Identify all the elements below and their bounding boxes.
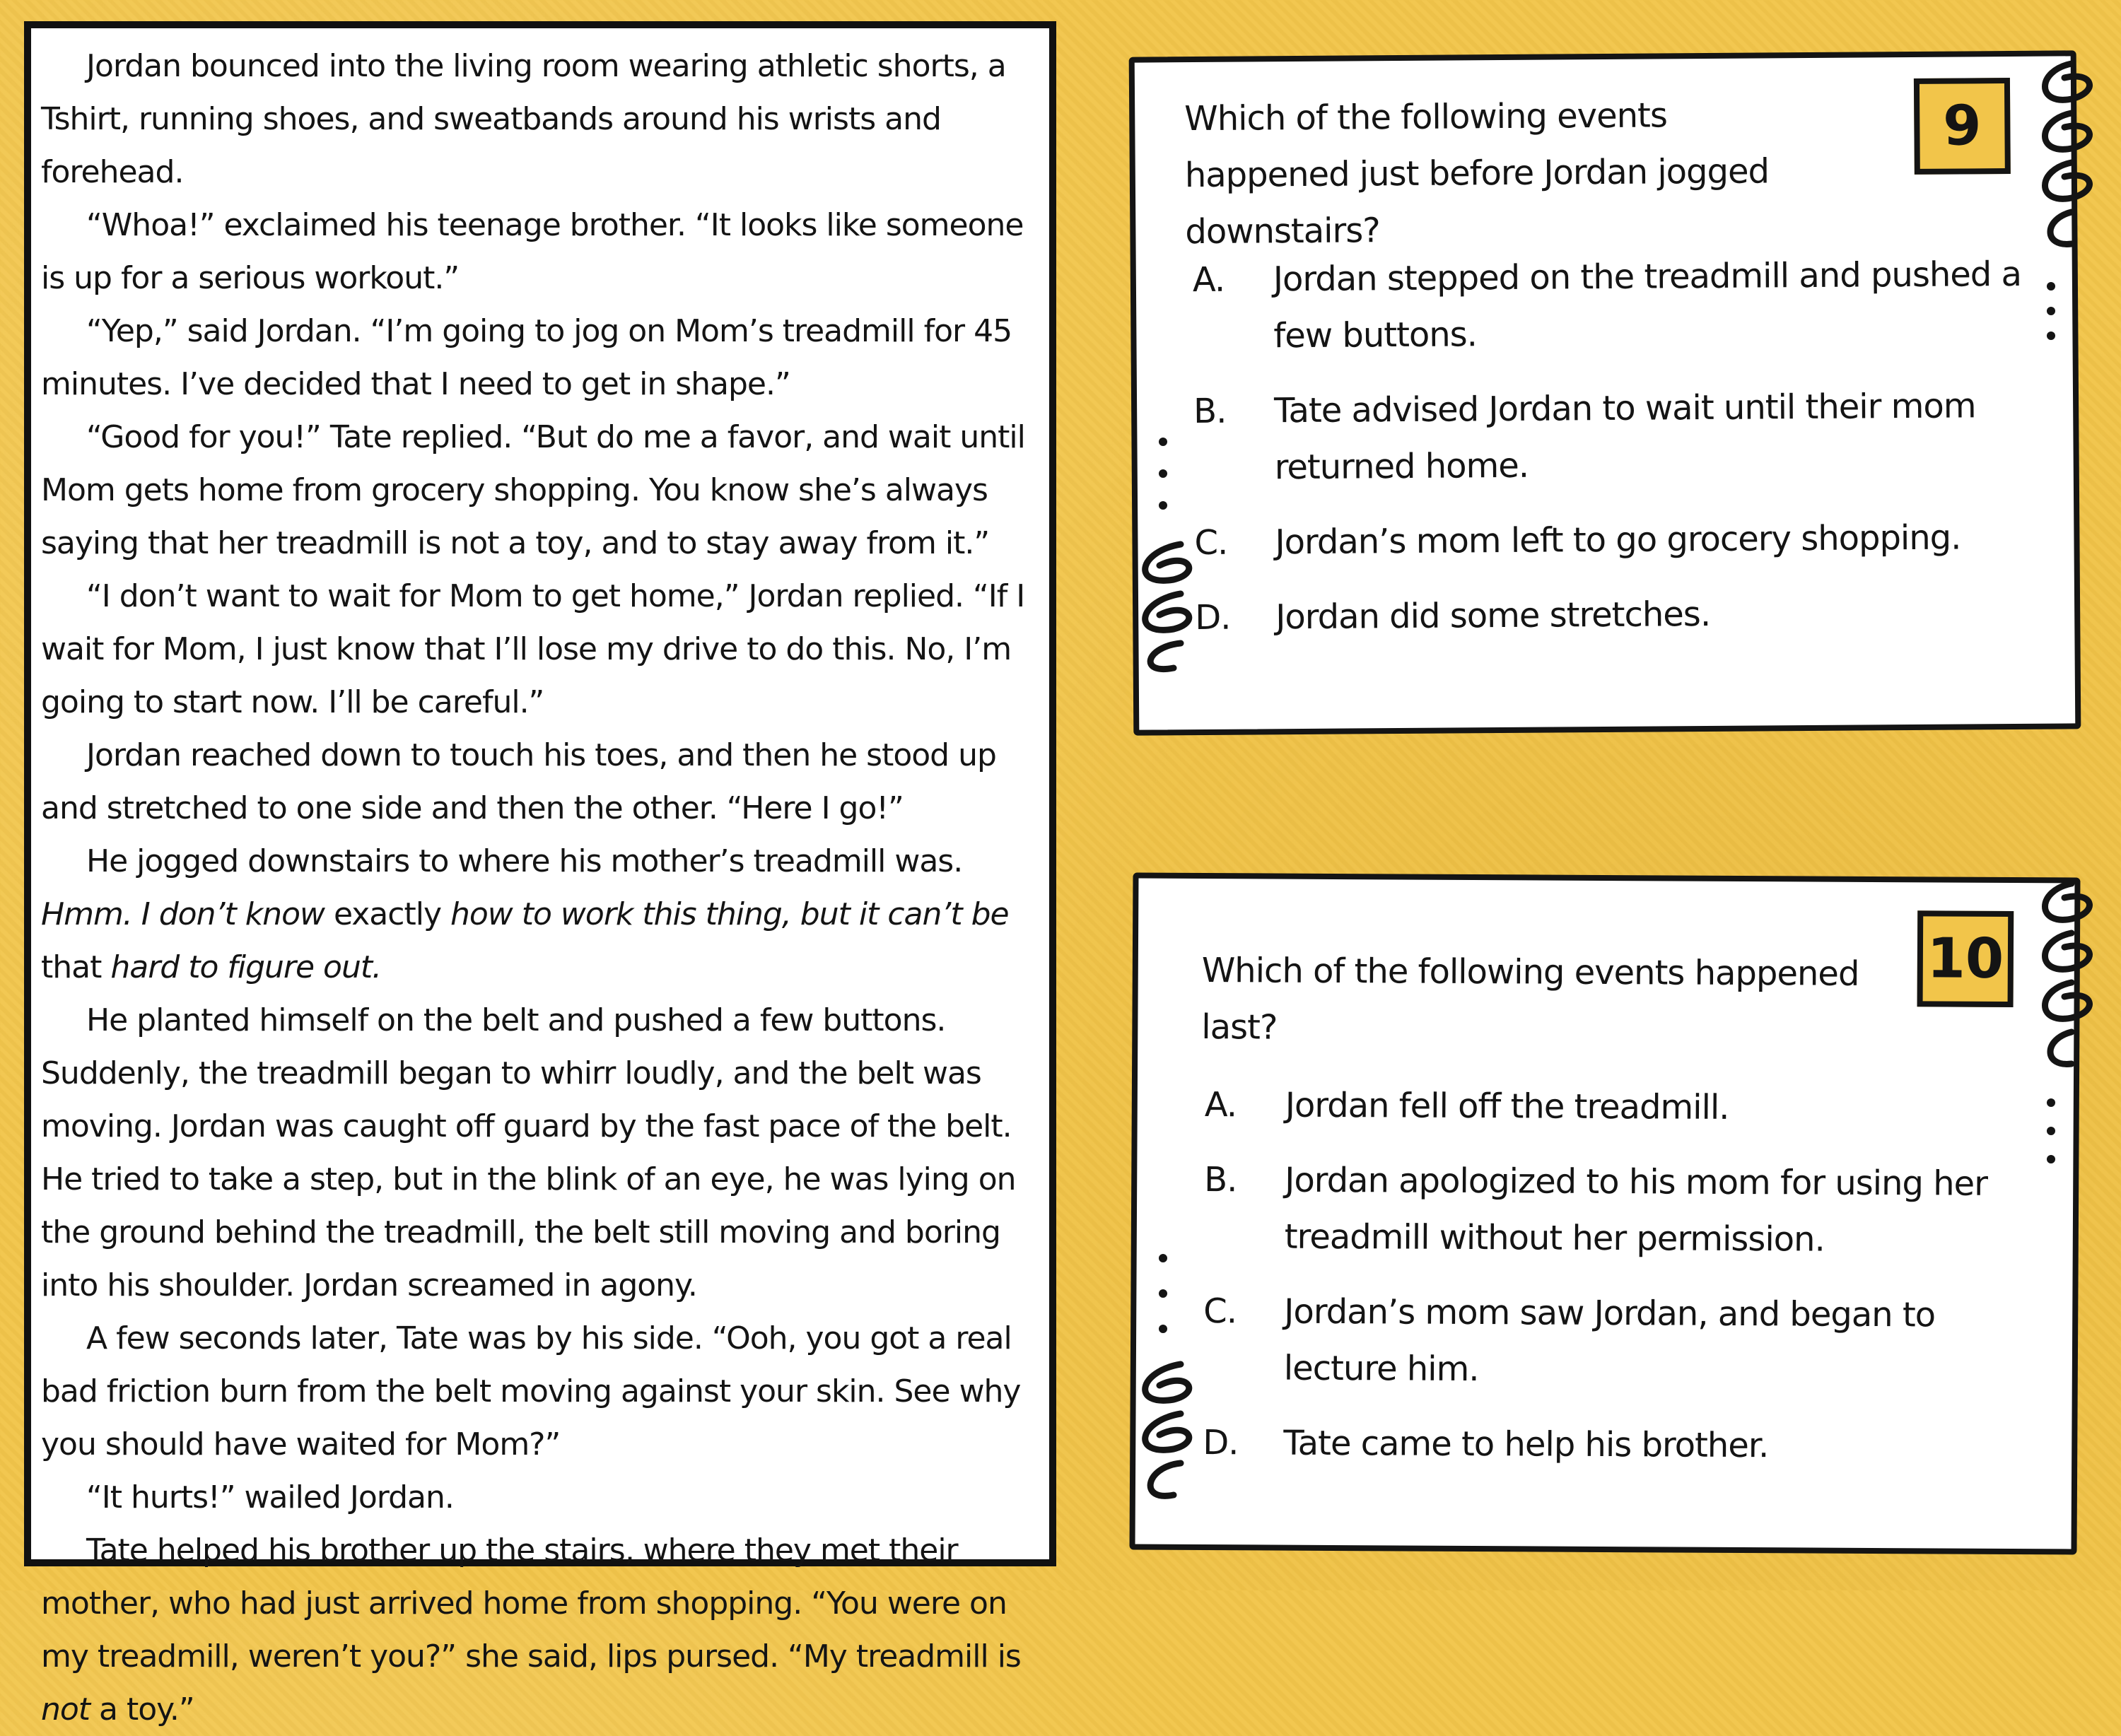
question-card-9	[1129, 50, 2081, 735]
option-text: Tate advised Jordan to wait until their mom returned home.	[1273, 386, 1976, 488]
story-text-run: Tate helped his brother up the stairs, where they met their mother, who had just arrived home from shopping. “You were on my treadmill, weren’t you?” she said, lips pursed. “My treadmill is	[41, 1532, 1021, 1675]
story-text-run: exactly	[324, 896, 450, 932]
question-text: Which of the following events happened last?	[1201, 951, 1859, 1048]
option-text: Jordan apologized to his mom for using her treadmill without her permission.	[1284, 1160, 1988, 1260]
spiral-doodle-icon	[1103, 1357, 1202, 1513]
story-paragraph-9: A few seconds later, Tate was by his side. “Ooh, you got a real bad friction burn from the belt moving against your skin. See why you should have waited for Mom?”	[41, 1320, 1021, 1462]
spiral-doodle-icon	[2022, 876, 2107, 1081]
dots-doodle-icon	[2040, 276, 2062, 353]
answer-option-c[interactable]	[1194, 509, 2029, 571]
dots-doodle-icon	[1152, 428, 1174, 520]
story-paragraph-6: Jordan reached down to touch his toes, and then he stood up and stretched to one side and then the other. “Here I go!”	[41, 737, 996, 826]
spiral-doodle-icon	[2022, 57, 2107, 269]
dots-doodle-icon	[2040, 1089, 2062, 1173]
story-italic-run: Hmm. I don’t know	[41, 896, 325, 932]
story-paragraph-8: He planted himself on the belt and pushed a few buttons. Suddenly, the treadmill began to whirr loudly, and the belt was moving. Jordan was caught off guard by the fast pace of the belt. He tried to take a step, but in the blink of an eye, he was lying on the ground behind the treadmill, the belt still moving and boring into his shoulder. Jordan screamed in agony.	[41, 1002, 1016, 1303]
answer-option-a[interactable]	[1193, 246, 2028, 365]
story-text-run: that	[41, 949, 111, 985]
answer-option-b[interactable]	[1193, 377, 2028, 496]
dots-doodle-icon	[1152, 1244, 1174, 1343]
option-letter: A.	[1204, 1085, 1237, 1125]
question-number-badge: 9	[1914, 78, 2011, 175]
story-italic-run: not	[41, 1691, 90, 1728]
question-number-badge: 10	[1917, 910, 2014, 1007]
option-text: Jordan fell off the treadmill.	[1285, 1085, 1729, 1127]
story-italic-run: hard to figure out.	[110, 949, 382, 985]
answer-option-a[interactable]	[1205, 1077, 2053, 1137]
story-paragraph-4: “Good for you!” Tate replied. “But do me a favor, and wait until Mom gets home from grocery shopping. You know she’s always saying that her treadmill is not a toy, and to stay away from it.”	[41, 419, 1025, 561]
story-text-run: He jogged downstairs to where his mother’s treadmill was.	[86, 843, 963, 879]
story-paragraph-10: “It hurts!” wailed Jordan.	[86, 1479, 454, 1515]
answer-option-d[interactable]	[1195, 584, 2030, 646]
option-letter: B.	[1204, 1160, 1237, 1200]
story-text-run: a toy.”	[90, 1691, 194, 1728]
option-letter: D.	[1203, 1423, 1239, 1463]
story-paragraph-1: Jordan bounced into the living room wearing athletic shorts, a Tshirt, running shoes, and sweatbands around his wrists and forehead.	[41, 48, 1006, 190]
story-paragraph-7	[41, 835, 1042, 994]
answer-options	[1193, 246, 2030, 664]
option-text: Jordan stepped on the treadmill and pushed a few buttons.	[1273, 254, 2022, 356]
question-text: Which of the following events happened just before Jordan jogged downstairs?	[1184, 95, 1770, 252]
story-paragraph-2: “Whoa!” exclaimed his teenage brother. “It looks like someone is up for a serious workout.”	[41, 207, 1024, 296]
story-paragraph-11	[41, 1524, 1042, 1736]
option-text: Jordan’s mom saw Jordan, and began to lecture him.	[1283, 1291, 1936, 1390]
option-text: Tate came to help his brother.	[1283, 1423, 1769, 1466]
answer-options	[1203, 1077, 2053, 1494]
story-paragraph-5: “I don’t want to wait for Mom to get home,” Jordan replied. “If I wait for Mom, I just know that I’ll lose my drive to do this. No, I’m going to start now. I’ll be careful.”	[41, 578, 1025, 720]
option-text: Jordan did some stretches.	[1275, 594, 1711, 638]
option-text: Jordan’s mom left to go grocery shopping.	[1275, 517, 1961, 563]
story-paragraph-3: “Yep,” said Jordan. “I’m going to jog on Mom’s treadmill for 45 minutes. I’ve decided that I need to get in shape.”	[41, 313, 1012, 402]
option-letter: A.	[1192, 259, 1225, 300]
story-italic-run: how to work this thing, but it can’t be	[450, 896, 1009, 932]
option-letter: B.	[1193, 391, 1227, 432]
option-letter: D.	[1195, 597, 1231, 638]
spiral-doodle-icon	[1103, 537, 1202, 679]
question-card-10	[1130, 872, 2081, 1554]
answer-option-d[interactable]	[1203, 1414, 2051, 1475]
story-panel	[24, 21, 1056, 1728]
option-letter: C.	[1203, 1291, 1237, 1332]
option-letter: C.	[1194, 522, 1228, 563]
answer-option-b[interactable]	[1204, 1151, 2053, 1269]
answer-option-c[interactable]	[1203, 1283, 2052, 1400]
